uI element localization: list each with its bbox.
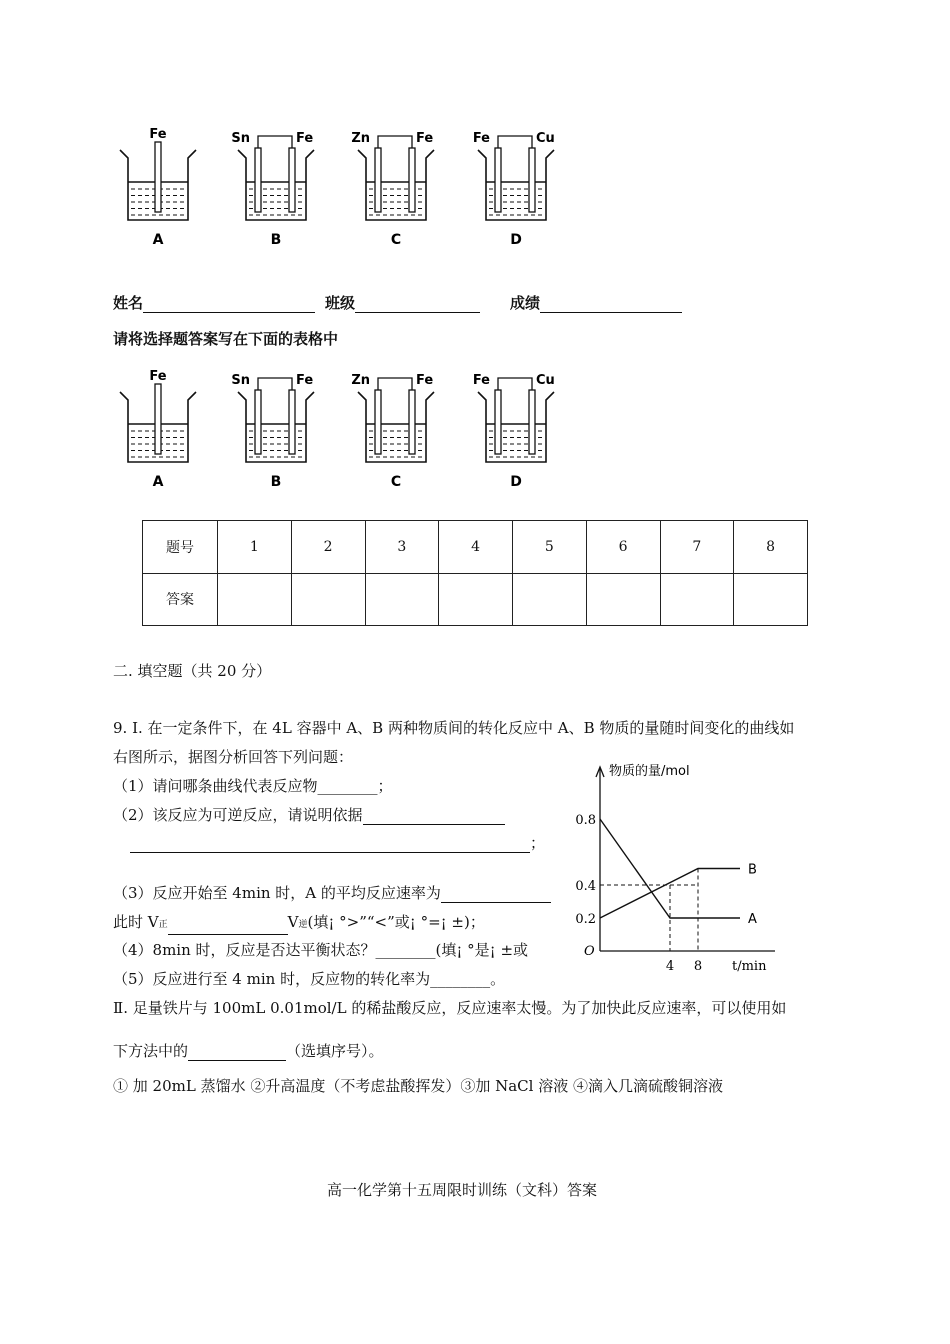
q9-part3b-post: (填¡ °>”“<”或¡ °=¡ ±)； [307, 913, 485, 931]
electrode-right [529, 148, 535, 212]
answer-cell[interactable] [734, 573, 808, 626]
beaker-letter: C [390, 474, 402, 490]
y-tick-label: 0.8 [575, 813, 596, 828]
q9-part3a [113, 883, 559, 903]
electrode-label-left: Sn [231, 131, 250, 146]
beaker-outline [238, 392, 314, 462]
q9-part2-text: （2）该反应为可逆反应，请说明依据 [113, 806, 363, 824]
question-number-cell: 2 [291, 521, 365, 574]
q9-part2-line1: Ⅱ. 足量铁片与 100mL 0.01mol/L 的稀盐酸反应，反应速率太慢。为了加快此反应速率，可以使用如 [113, 999, 787, 1017]
q9-part2-line2-post: （选填序号）。 [286, 1042, 384, 1060]
question-number-cell: 6 [586, 521, 660, 574]
row-header-number: 题号 [143, 521, 218, 574]
q9-part2-line2 [113, 1041, 384, 1061]
amount-time-chart [570, 755, 785, 977]
q9-intro-line1: 9. Ⅰ. 在一定条件下，在 4L 容器中 A、B 两种物质间的转化反应中 A、B 物质的量随时间变化的曲线如 [113, 719, 795, 737]
x-tick-label: 4 [665, 959, 675, 974]
electrode-left [495, 390, 501, 454]
beaker-diagram-row-2 [110, 362, 590, 497]
footer-title: 高一化学第十五周限时训练（文科）答案 [327, 1181, 598, 1199]
section-title: 二. 填空题（共 20 分） [113, 662, 272, 680]
electrode-right [409, 148, 415, 212]
beaker-outline [238, 150, 314, 220]
electrode-label-left: Fe [472, 131, 490, 146]
score-blank[interactable] [540, 296, 682, 313]
class-label: 班级 [325, 294, 356, 312]
electrode-left [255, 148, 261, 212]
electrode-label-right: Cu [536, 131, 555, 146]
electrode-right [289, 148, 295, 212]
q9-part2-end: ； [530, 834, 546, 852]
electrode-right [289, 390, 295, 454]
y-axis-label: 物质的量/mol [609, 764, 690, 779]
beaker-outline [358, 150, 434, 220]
beaker-letter: D [510, 232, 522, 248]
row-header-answer: 答案 [143, 573, 218, 626]
q9-intro-line2: 右图所示，据图分析回答下列问题： [113, 748, 354, 766]
beaker-letter: B [270, 474, 282, 490]
electrode [155, 142, 161, 212]
answer-cell[interactable] [291, 573, 365, 626]
answer-blank[interactable] [188, 1044, 286, 1061]
beaker-letter: D [510, 474, 522, 490]
subscript-forward: 正 [158, 920, 168, 930]
answer-blank[interactable] [363, 808, 505, 825]
connecting-wire [378, 378, 412, 390]
question-number-cell: 8 [734, 521, 808, 574]
electrode-label-right: Fe [416, 131, 434, 146]
answer-blank[interactable] [168, 918, 288, 935]
series-label-A: A [748, 912, 757, 927]
electrode [155, 384, 161, 454]
name-label: 姓名 [113, 294, 144, 312]
answer-cell[interactable] [586, 573, 660, 626]
beaker-outline [358, 392, 434, 462]
q9-part2-line2-pre: 下方法中的 [113, 1042, 189, 1060]
beaker-letter: C [390, 232, 402, 248]
connecting-wire [378, 136, 412, 148]
electrode-left [375, 148, 381, 212]
electrode-label-left: Zn [351, 373, 370, 388]
q9-part1: （1）请问哪条曲线代表反应物________； [113, 777, 393, 795]
question-number-cell: 7 [660, 521, 734, 574]
answer-cell[interactable] [660, 573, 734, 626]
electrode-left [255, 390, 261, 454]
beaker-outline [478, 392, 554, 462]
electrode-label-left: Zn [351, 131, 370, 146]
answer-cell[interactable] [218, 573, 292, 626]
q9-options: ① 加 20mL 蒸馏水 ②升高温度（不考虑盐酸挥发）③加 NaCl 溶液 ④滴入几滴硫酸铜溶液 [113, 1077, 723, 1095]
electrode-label-right: Fe [416, 373, 434, 388]
beaker-letter: B [270, 232, 282, 248]
electrode-label-left: Sn [231, 373, 250, 388]
electrode-label-right: Fe [296, 373, 314, 388]
electrode-right [529, 390, 535, 454]
beaker-C [351, 131, 434, 248]
instruction-text: 请将选择题答案写在下面的表格中 [113, 330, 339, 348]
electrode-label-right: Cu [536, 373, 555, 388]
y-tick-label: 0.4 [575, 879, 596, 894]
beaker-A [120, 369, 196, 490]
beaker-D [473, 131, 555, 248]
q9-part5: （5）反应进行至 4 min 时，反应物的转化率为________。 [113, 970, 506, 988]
answer-cell[interactable] [513, 573, 587, 626]
name-field [113, 293, 315, 313]
q9-part3b [113, 912, 561, 935]
beaker-outline [478, 150, 554, 220]
table-row [143, 521, 808, 574]
connecting-wire [258, 378, 292, 390]
beaker-D [473, 373, 555, 490]
electrode-label-right: Fe [296, 131, 314, 146]
electrode-left [495, 148, 501, 212]
q9-part3b-mid: V [287, 913, 299, 931]
electrode-label: Fe [149, 127, 167, 142]
q9-part4: （4）8min 时，反应是否达平衡状态？________(填¡ °是¡ ±或 [113, 941, 529, 959]
answer-blank[interactable] [130, 836, 530, 853]
origin-label: O [584, 944, 595, 959]
class-blank[interactable] [355, 296, 480, 313]
electrode-label: Fe [149, 369, 167, 384]
question-number-cell: 3 [365, 521, 439, 574]
q9-part2-line2 [130, 833, 545, 853]
electrode-right [409, 390, 415, 454]
connecting-wire [258, 136, 292, 148]
answer-cell[interactable] [439, 573, 513, 626]
name-blank[interactable] [143, 296, 315, 313]
question-number-cell: 4 [439, 521, 513, 574]
connecting-wire [498, 378, 532, 390]
q9-part3a-text: （3）反应开始至 4min 时，A 的平均反应速率为 [113, 884, 441, 902]
score-field [510, 293, 682, 313]
beaker-diagram-row-1 [110, 120, 590, 255]
question-number-cell: 1 [218, 521, 292, 574]
electrode-label-left: Fe [472, 373, 490, 388]
x-tick-label: 8 [693, 959, 703, 974]
score-label: 成绩 [510, 294, 541, 312]
table-row [143, 573, 808, 626]
q9-part2 [113, 805, 505, 825]
answer-blank[interactable] [441, 886, 551, 903]
q9-part3b-pre: 此时 V [113, 913, 159, 931]
beaker-letter: A [152, 474, 164, 490]
question-number-cell: 5 [513, 521, 587, 574]
y-tick-label: 0.2 [575, 912, 596, 927]
beaker-C [351, 373, 434, 490]
answer-cell[interactable] [365, 573, 439, 626]
connecting-wire [498, 136, 532, 148]
x-axis-label: t/min [732, 959, 767, 974]
beaker-B [231, 373, 314, 490]
answer-table [142, 520, 808, 626]
beaker-B [231, 131, 314, 248]
beaker-letter: A [152, 232, 164, 248]
electrode-left [375, 390, 381, 454]
class-field [325, 293, 480, 313]
beaker-A [120, 127, 196, 248]
series-label-B: B [748, 862, 757, 878]
subscript-reverse: 逆 [298, 920, 308, 930]
